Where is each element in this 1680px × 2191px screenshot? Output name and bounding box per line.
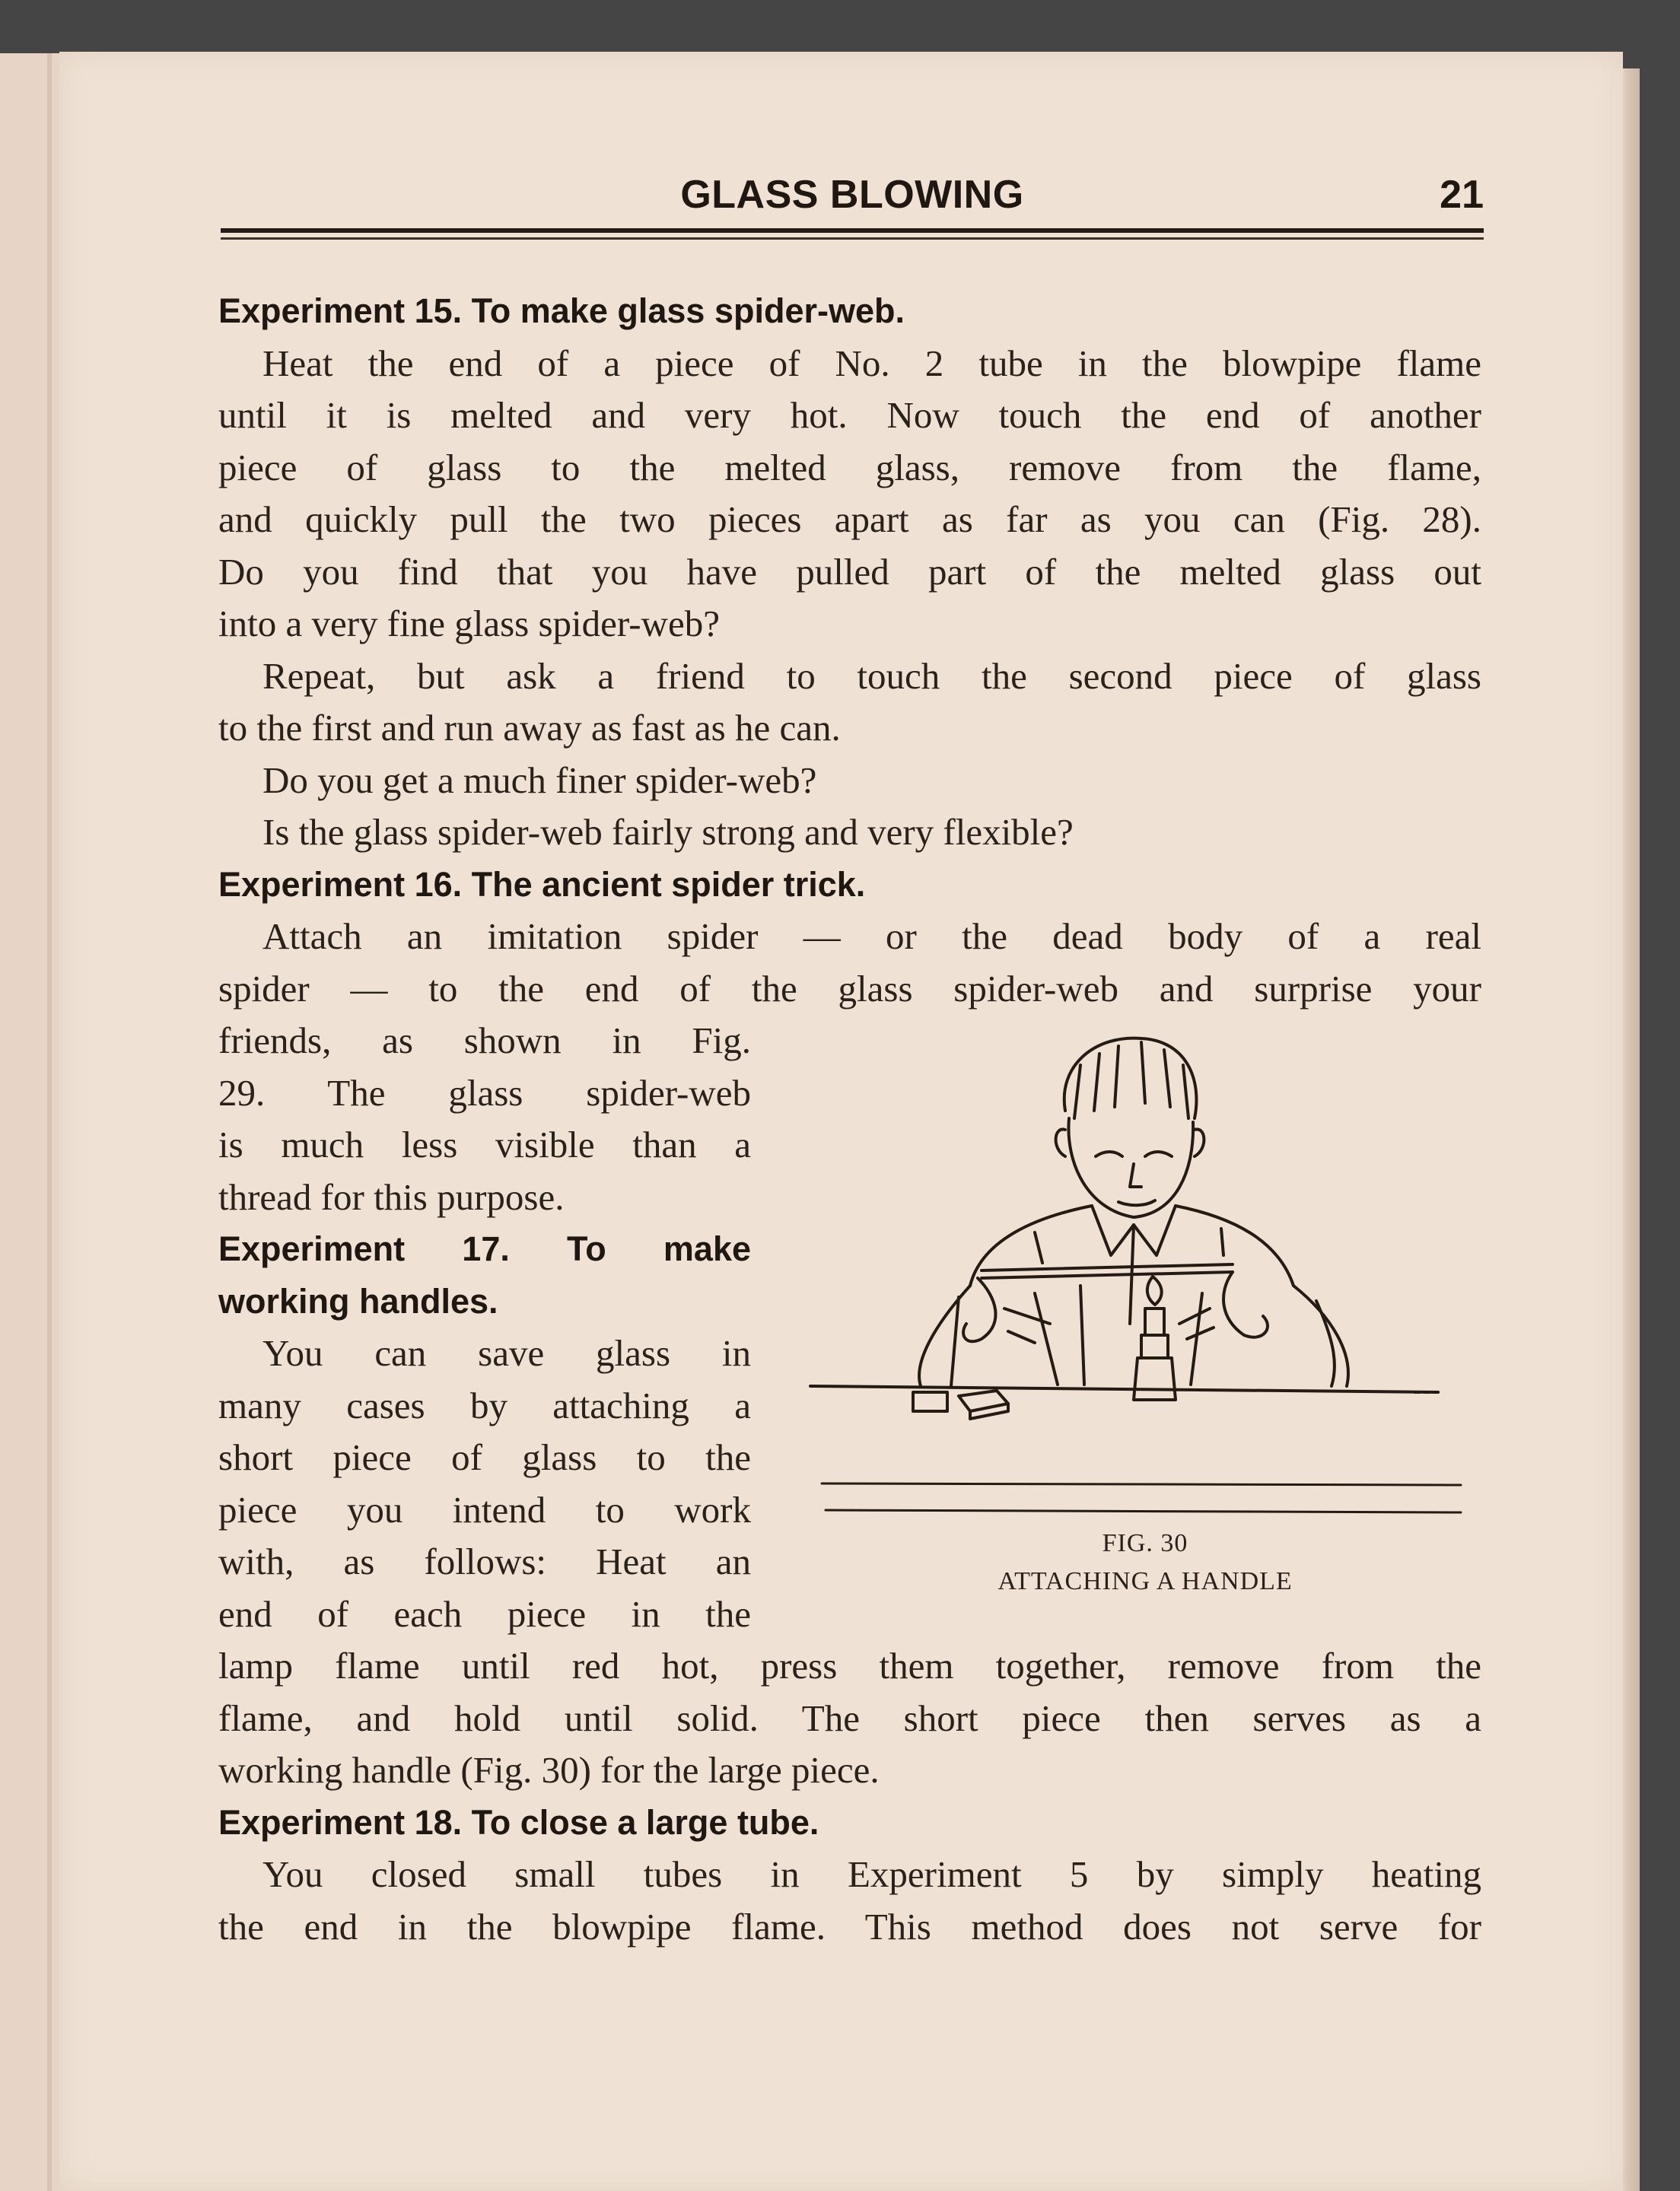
text-line: lamp flame until red hot, press them together, remove from the	[218, 1645, 1481, 1687]
header-rule-thick	[221, 228, 1484, 233]
text-line: Repeat, but ask a friend to touch the second piece of glass	[262, 654, 1481, 697]
text-line: many cases by attaching a	[218, 1384, 751, 1426]
text-line: into a very fine glass spider-web?	[218, 603, 720, 644]
figure-number: FIG. 30	[1102, 1529, 1188, 1557]
boy-attaching-handle-illustration	[807, 1035, 1484, 1522]
text-line: Is the glass spider-web fairly strong and very flexible?	[262, 811, 1074, 853]
text-line: with, as follows: Heat an	[218, 1541, 751, 1582]
binding-crease	[47, 53, 52, 2191]
text-line: 29. The glass spider-web	[218, 1071, 751, 1114]
text-line: is much less visible than a	[218, 1124, 751, 1165]
figure-caption: ATTACHING A HANDLE	[998, 1567, 1293, 1595]
page-number: 21	[1440, 173, 1484, 217]
text-line: Do you find that you have pulled part of the melted glass out	[218, 550, 1481, 593]
text-line: piece of glass to the melted glass, remove from the flame,	[218, 446, 1481, 488]
running-header	[221, 169, 1484, 222]
text-line: and quickly pull the two pieces apart as far as you can (Fig. 28).	[218, 498, 1481, 540]
figure-30	[807, 1035, 1484, 1613]
text-line: friends, as shown in Fig.	[218, 1019, 751, 1061]
text-line: You closed small tubes in Experiment 5 by simply heating	[262, 1853, 1481, 1895]
header-rule-thin	[221, 237, 1484, 240]
heading-experiment-17: Experiment 17. To make	[218, 1229, 751, 1268]
text-line: the end in the blowpipe flame. This method does not serve for	[218, 1905, 1481, 1948]
heading-experiment-15: Experiment 15. To make glass spider-web.	[218, 291, 905, 330]
text-line: You can save glass in	[262, 1332, 751, 1374]
text-line: spider — to the end of the glass spider-web and surprise your	[218, 967, 1481, 1010]
text-line: Attach an imitation spider — or the dead body of a real	[262, 915, 1481, 957]
facing-page-edge	[0, 53, 62, 2191]
text-line: thread for this purpose.	[218, 1175, 565, 1218]
heading-experiment-16: Experiment 16. The ancient spider trick.	[218, 864, 866, 904]
text-line: piece you intend to work	[218, 1488, 751, 1531]
text-line: end of each piece in the	[218, 1592, 751, 1635]
heading-experiment-18: Experiment 18. To close a large tube.	[218, 1802, 819, 1842]
text-line: until it is melted and very hot. Now touch the end of another	[218, 394, 1481, 436]
text-line: Do you get a much finer spider-web?	[262, 758, 817, 801]
text-line: Heat the end of a piece of No. 2 tube in the blowpipe flame	[262, 342, 1481, 384]
text-line: working handle (Fig. 30) for the large piece.	[218, 1749, 880, 1791]
text-line: to the first and run away as fast as he can.	[218, 707, 841, 749]
text-line: short piece of glass to the	[218, 1436, 751, 1478]
page-title: GLASS BLOWING	[680, 173, 1024, 217]
text-line: flame, and hold until solid. The short piece then serves as a	[218, 1697, 1481, 1739]
heading-experiment-17-cont: working handles.	[218, 1281, 498, 1321]
